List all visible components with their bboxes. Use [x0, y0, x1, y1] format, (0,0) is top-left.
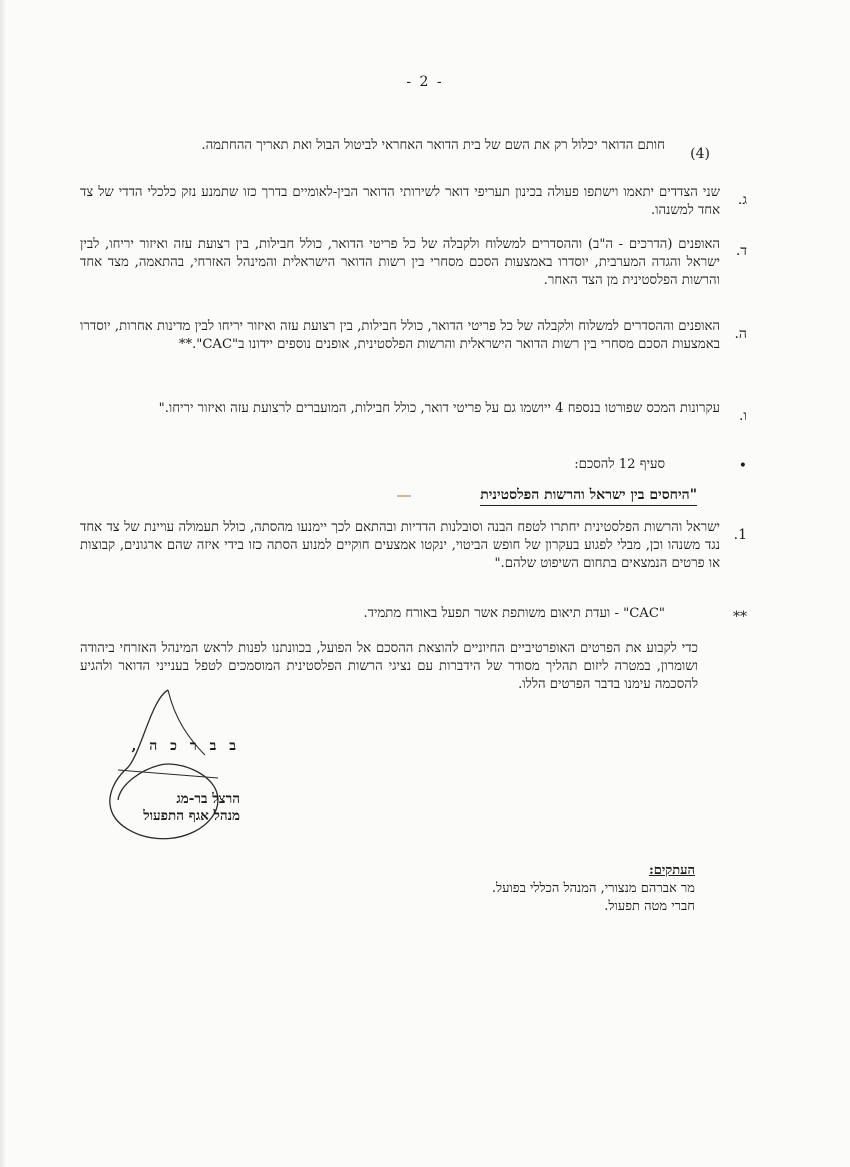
page-number: - 2 -: [406, 74, 444, 90]
footnote-label: **: [733, 609, 747, 625]
copies-line: חברי מטה תפעול.: [604, 899, 695, 914]
item-text: סעיף 12 להסכם:: [574, 457, 665, 472]
item-text: האופנים (הדרכים - ה"ב) וההסדרים למשלוח ולקבלה של כל פריטי הדואר, כולל חבילות, בין רצועת עזה ואיזור יריחו, לבין ישראל והגדה המערבית, יוסדרו באמצעות הסכם מסחרי בין רשות הדואר הישראלית והמינהל האזרחי, בהתאמה, מצד אחד והרשות הפלסטינית מן הצד האחר.: [80, 237, 720, 288]
item-text: ישראל והרשות הפלסטינית יחתרו לטפח הבנה וסובלנות הדדיות ובהתאם לכך יימנעו מהסתה, כולל תעמולה עויינת של צד אחד נגד משנהו וכן, מבלי לפגוע בעקרון של חופש הביטוי, ינקטו אמצעים חוקיים למנוע הסתה כזו בידי איזה שהם ארגונים, קבוצות או פרטים הנמצאים בתחום השיפוט שלהם.": [80, 520, 720, 571]
signer-name: הרצל בר-מג: [176, 791, 240, 807]
bullet-label: •: [738, 458, 747, 474]
item-text: האופנים וההסדרים למשלוח ולקבלה של כל פריטי הדואר, כולל חבילות, בין רצועת עזה ואיזור יריחו לבין מדינות אחרות, יוסדרו באמצעות הסכם מסחרי בין רשות הדואר הישראלית והרשות הפלסטינית, אופנים נוספים יידונו ב"CAC".**: [80, 319, 720, 352]
item-text: עקרונות המכס שפורטו בנספח 4 ייושמו גם על פריטי דואר, כולל חבילות, המועברים לרצועת עזה ואיזור יריחו.": [158, 401, 720, 416]
item-text: חותם הדואר יכלול רק את השם של בית הדואר האחראי לביטול הבול ואת תאריך ההחתמה.: [201, 138, 665, 153]
section-heading: "היחסים בין ישראל והרשות הפלסטינית: [480, 487, 697, 506]
item-label-dalet: ד.: [735, 243, 747, 259]
signer-title: מנהל אגף התפעול: [143, 808, 240, 824]
item-label-gimel: ג.: [737, 192, 747, 208]
item-text: שני הצדדים יתאמו וישתפו פעולה בכינון תעריפי דואר לשירותי הדואר הבין-לאומיים בדרך כזו שתמנע נזק כלכלי הדדי של צד אחד למשנהו.: [80, 185, 720, 218]
item-label-vav: ו.: [738, 408, 747, 424]
greeting: ב ב ר כ ה ,: [131, 738, 240, 754]
item-label-he: ה.: [734, 326, 747, 342]
copies-title: העתקים:: [648, 863, 695, 878]
item-text: "CAC" - ועדת תיאום משותפת אשר תפעל באורח מתמיד.: [363, 606, 665, 621]
copies-line: מר אברהם מנצורי, המנהל הכללי בפועל.: [491, 881, 695, 896]
copies-block: [492, 862, 695, 916]
item-label-4: (4): [690, 146, 710, 162]
section-item-label-1: 1.: [733, 527, 747, 543]
closing-text: כדי לקבוע את הפרטים האופרטיביים החיוניים להוצאת ההסכם אל הפועל, בכוונתנו לפנות לראש המינהל האזרחי ביהודה ושומרון, במטרה ליזום תהליך מסודר של הידברות עם נציגי הרשות הפלסטינית המוסמכים לטפל בענייני הדואר ולהגיע להסכמה עימנו בדבר הפרטים הללו.: [80, 641, 698, 692]
